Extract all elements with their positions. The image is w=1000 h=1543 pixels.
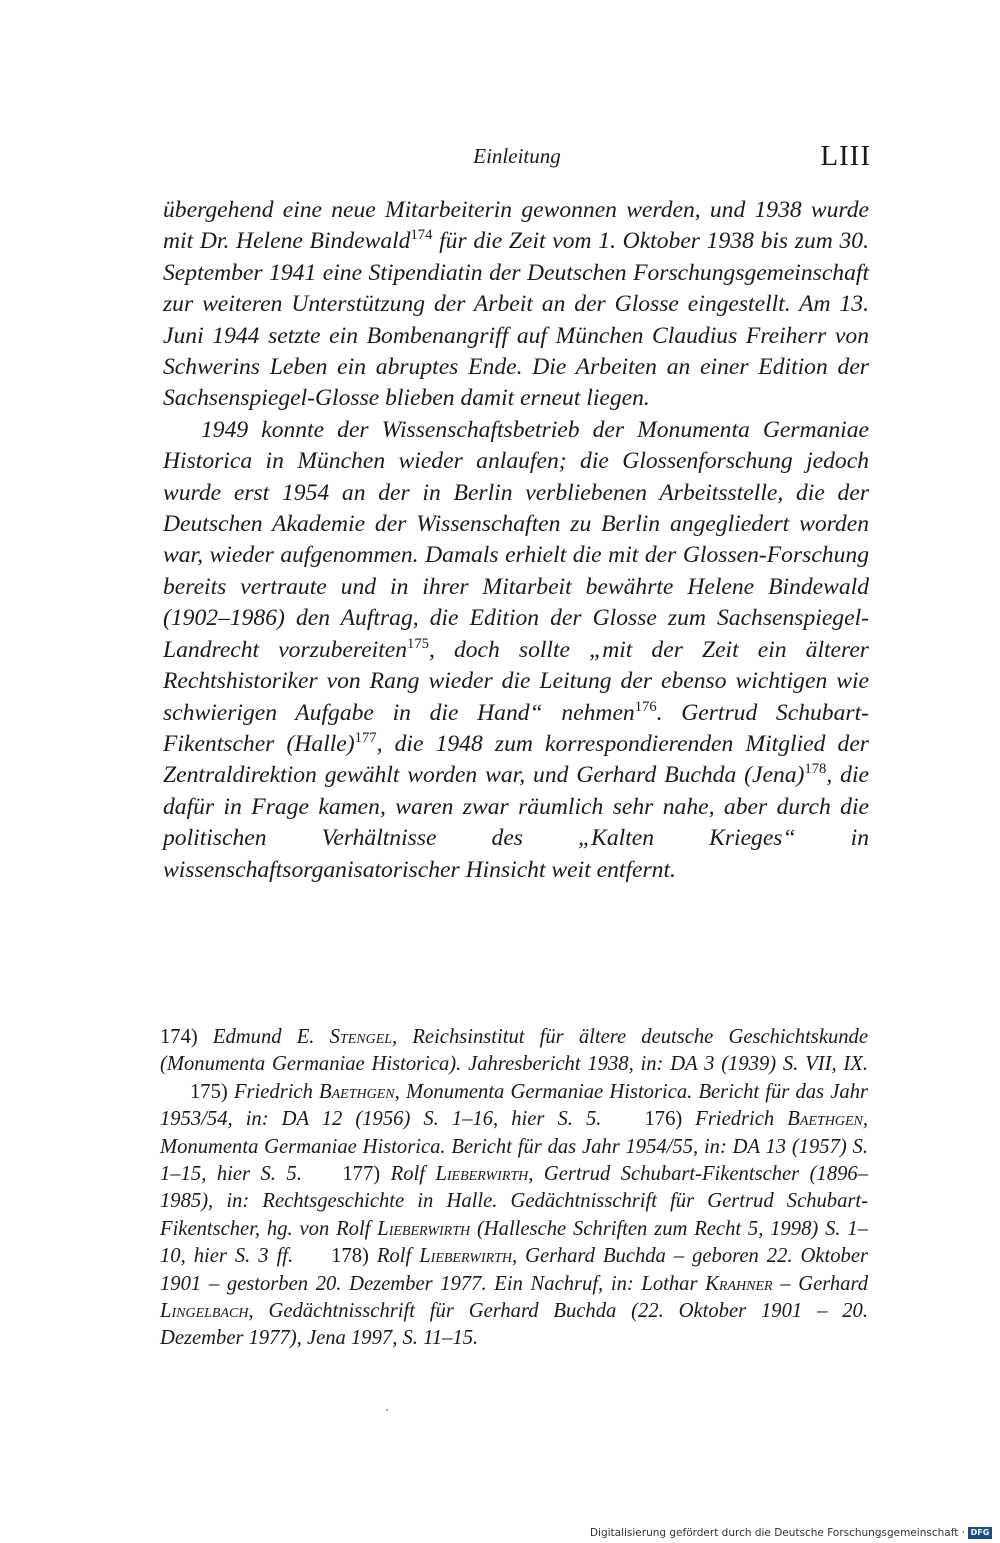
paragraph xyxy=(163,195,869,415)
text-run: , die 1948 zum korrespondierenden Mitglied der Zentraldirektion gewählt worden war, und Gerhard Buchda (Jena) xyxy=(163,730,869,789)
text-run: Rolf xyxy=(376,1245,420,1268)
author-surname: Stengel xyxy=(329,1026,393,1048)
text-run: , Monumenta Germaniae Historica. Bericht für das Jahr 1953/54, in: DA 12 (1956) S. 1–16, hier S. 5. xyxy=(160,1080,868,1131)
text-run: Friedrich xyxy=(695,1108,788,1131)
text-run: , Reichsinstitut für ältere deutsche Geschichtskunde (Monumenta Germaniae Historica). Jahresbericht 1938, in: DA 3 (1939) S. VII, IX. xyxy=(160,1026,868,1076)
footnote-number: 175) xyxy=(190,1080,234,1103)
author-surname: Baethgen xyxy=(319,1080,395,1103)
text-run: (Hallesche Schriften zum Recht 5, 1998) S. 1–10, hier S. 3 ff. xyxy=(160,1217,868,1268)
text-run: , Gerhard Buchda – geboren 22. Oktober 1901 – gestorben 20. Dezember 1977. Ein Nachruf, in: Lothar xyxy=(160,1245,869,1295)
dfg-logo-icon: DFG xyxy=(968,1527,992,1539)
text-run: Rolf xyxy=(390,1163,436,1186)
running-head xyxy=(163,140,871,180)
author-surname: Lieberwirth xyxy=(377,1217,471,1240)
footnote-number: 177) xyxy=(342,1163,391,1186)
scan-speck xyxy=(386,1409,388,1411)
text-run: für die Zeit vom 1. Oktober 1938 bis zum 30. September 1941 eine Stipendiatin der Deutschen Forschungsgemeinschaft zur weiteren Unterstützung der Arbeit an der Glosse eingestellt. Am 13. Juni 1944 setzte ein Bombenangriff auf München Claudius Freiherr von Schwerins Leben ein abruptes Ende. Die Arbeiten an einer Edition der Sachsenspiegel-Glosse blieben damit erneut liegen. xyxy=(163,228,870,412)
footnote-number: 178) xyxy=(331,1245,377,1268)
text-run: , Gedächtnisschrift für Gerhard Buchda (22. Oktober 1901 – 20. Dezember 1977), Jena 1997, S. 11–15. xyxy=(160,1300,868,1350)
author-surname: Lieberwirth xyxy=(435,1163,529,1186)
credit-text: Digitalisierung gefördert durch die Deutsche Forschungsgemeinschaft · xyxy=(589,1527,965,1539)
text-run: Friedrich xyxy=(233,1080,320,1103)
footnote-reference: 178 xyxy=(804,761,827,778)
author-surname: Baethgen xyxy=(787,1108,863,1131)
footnote xyxy=(160,1026,868,1075)
text-run: , die dafür in Frage kamen, waren zwar räumlich sehr nahe, aber durch die politischen Verhältnisse des „Kalten Krieges“ in wissenschaftsorganisatorischer Hinsicht weit entfernt. xyxy=(163,762,869,883)
page-number: LIII xyxy=(820,140,871,172)
author-surname: Lingelbach xyxy=(160,1300,249,1323)
footnote-number: 174) xyxy=(160,1026,213,1048)
text-run: , Gertrud Schubart-Fikentscher (1896–1985), in: Rechtsgeschichte in Halle. Gedächtnisschrift für Gertrud Schubart-Fikentscher, hg. von Rolf xyxy=(160,1163,869,1240)
body-text xyxy=(163,195,869,886)
text-run: – Gerhard xyxy=(772,1272,869,1295)
footnotes-block xyxy=(160,1024,868,1353)
author-surname: Lieberwirth xyxy=(419,1245,513,1268)
text-run: übergehend eine neue Mitarbeiterin gewonnen werden, und 1938 wurde mit Dr. Helene Bindewald xyxy=(163,197,869,255)
text-run: , doch sollte „mit der Zeit ein älterer Rechtshistoriker von Rang wieder die Leitung der ebenso wichtigen wie schwierigen Aufgabe in die Hand“ nehmen xyxy=(163,636,869,726)
paragraph xyxy=(163,415,869,886)
running-title: Einleitung xyxy=(473,144,561,168)
author-surname: Krahner xyxy=(705,1272,773,1295)
digitization-credit xyxy=(590,1527,992,1539)
text-run: . Gertrud Schubart-Fikentscher (Halle) xyxy=(163,699,869,757)
footnote-reference: 177 xyxy=(354,729,377,746)
footnote-reference: 176 xyxy=(634,698,657,715)
footnote-reference: 175 xyxy=(407,635,429,652)
text-run: Edmund E. xyxy=(212,1026,330,1048)
footnote-reference: 174 xyxy=(410,227,433,244)
text-run: 1949 konnte der Wissenschaftsbetrieb der Monumenta Germaniae Historica in München wieder anlaufen; die Glossenforschung jedoch wurde erst 1954 an der in Berlin verbliebenen Arbeitsstelle, die der Deutschen Akademie der Wissenschaften zu Berlin angegliedert worden war, wieder aufgenommen. Damals erhielt die mit der Glossen-Forschung bereits vertraute und in ihrer Mitarbeit bewährte Helene Bindewald (1902–1986) den Auftrag, die Edition der Glosse zum Sachsenspiegel-Landrecht vorzubereiten xyxy=(163,416,869,663)
text-run: , Monumenta Germaniae Historica. Bericht für das Jahr 1954/55, in: DA 13 (1957) S. 1–15, hier S. 5. xyxy=(160,1108,869,1186)
footnote-number: 176) xyxy=(644,1108,696,1131)
